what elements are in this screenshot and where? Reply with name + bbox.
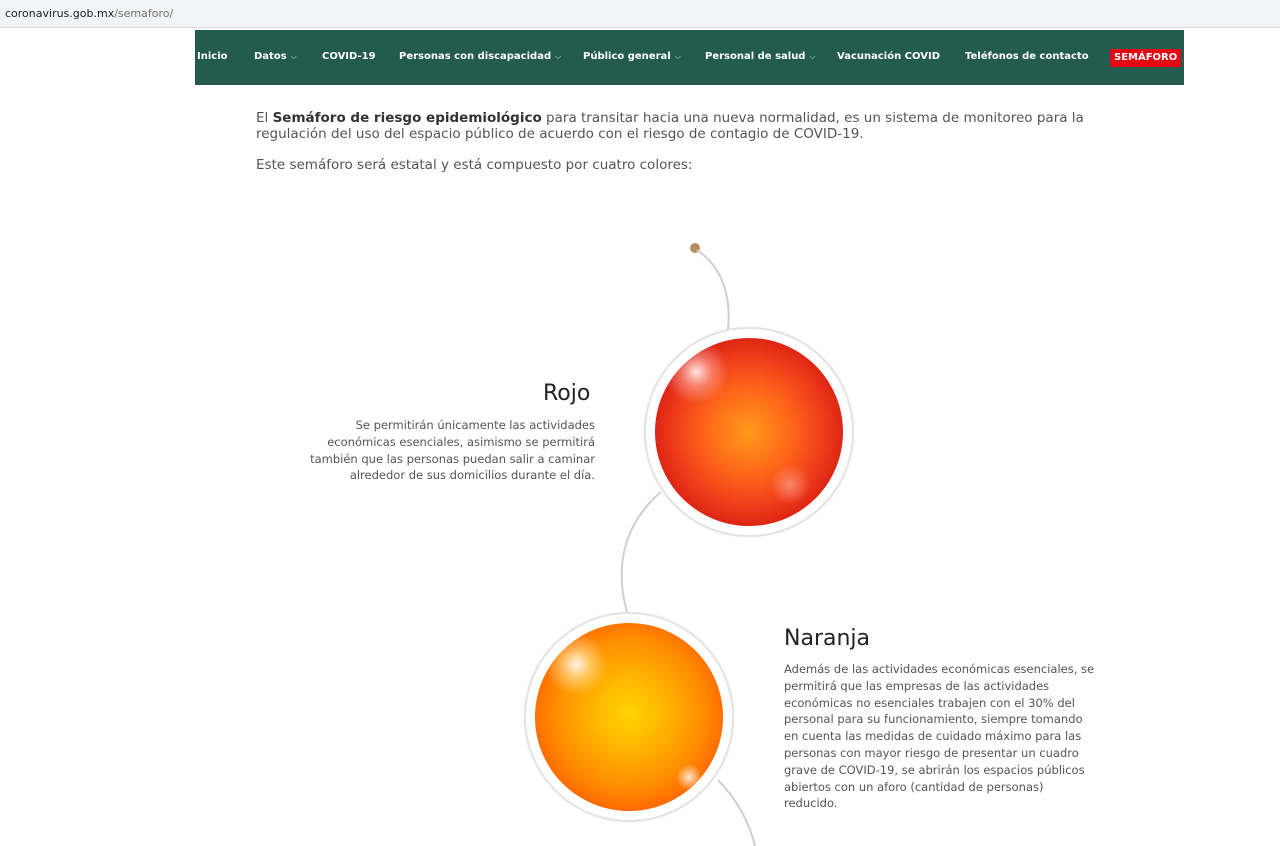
naranja-heading: Naranja <box>784 626 871 651</box>
nav-label: Personal de salud <box>705 51 806 62</box>
nav-label: Público general <box>583 51 671 62</box>
rojo-light-icon <box>655 338 843 526</box>
rojo-circle-frame <box>644 327 854 537</box>
timeline-curve-top <box>697 250 729 330</box>
nav-label: Teléfonos de contacto <box>965 51 1089 62</box>
timeline-curve-middle <box>622 492 661 612</box>
intro-text-after: para transitar hacia una nueva normalidad, es un sistema de monitoreo para la regulación del uso del espacio público de acuerdo con el riesgo de contagio de COVID-19. <box>256 110 1084 142</box>
intro-bold-term: Semáforo de riesgo epidemiológico <box>272 110 542 126</box>
naranja-light-icon <box>535 623 723 811</box>
chevron-down-icon: ⌵ <box>674 52 681 61</box>
url-path: /semaforo/ <box>114 7 174 20</box>
nav-label: Datos <box>254 51 287 62</box>
nav-label: Inicio <box>197 51 228 62</box>
url-domain: coronavirus.gob.mx <box>5 7 115 20</box>
timeline-curve-bottom <box>718 780 755 846</box>
naranja-circle-frame <box>524 612 734 822</box>
rojo-heading: Rojo <box>543 381 591 406</box>
intro-text-before: El <box>256 110 273 126</box>
nav-item-semaforo[interactable]: SEMÁFORO <box>1110 49 1181 67</box>
chevron-down-icon: ⌵ <box>809 52 816 61</box>
nav-label: Vacunación COVID <box>837 51 941 62</box>
nav-label: Personas con discapacidad <box>399 51 552 62</box>
naranja-description: Además de las actividades económicas esenciales, se permitirá que las empresas de las actividades económicas no esenciales trabajen con el 30% del personal para su funcionamiento, siempre tomando en cuenta las medidas de cuidado máximo para las personas con mayor riesgo de presentar un cuadro grave de COVID-19, se abrirán los espacios públicos abiertos con un aforo (cantidad de personas) reducido. <box>784 662 1095 811</box>
rojo-description: Se permitirán únicamente las actividades económicas esenciales, asimismo se permitirá también que las personas puedan salir a caminar alrededor de sus domicilios durante el día. <box>310 418 595 483</box>
chevron-down-icon: ⌵ <box>555 52 562 61</box>
chevron-down-icon: ⌵ <box>290 52 297 61</box>
nav-label: COVID-19 <box>322 51 376 62</box>
intro-colors-sentence: Este semáforo será estatal y está compuesto por cuatro colores: <box>256 157 693 173</box>
